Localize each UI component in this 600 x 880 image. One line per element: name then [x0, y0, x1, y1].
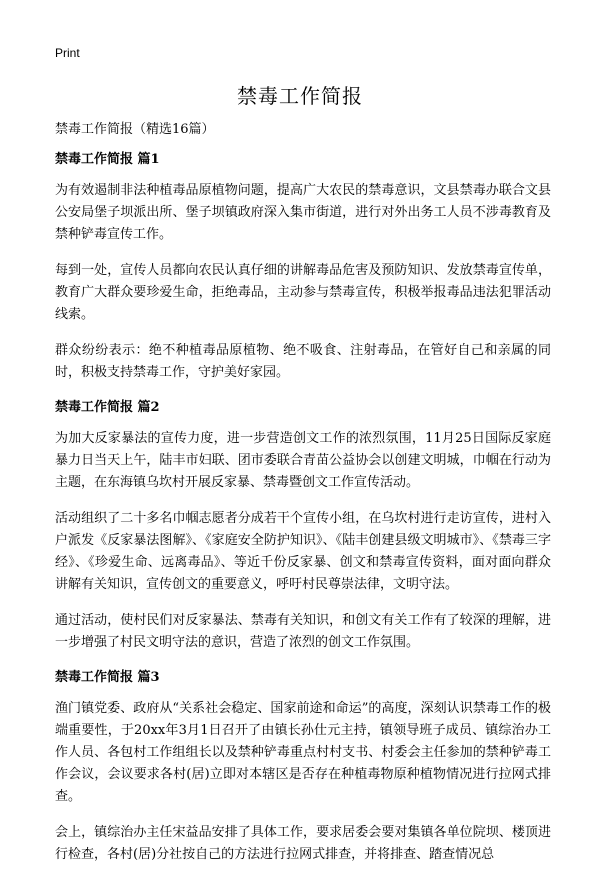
- document-body: [55, 120, 551, 880]
- paragraph: 会上，镇综治办主任宋益品安排了具体工作，要求居委会要对集镇各单位院坝、楼顶进行检查，各村(居)分社按自己的方法进行拉网式排查，并将排查、踏查情况总: [55, 825, 551, 862]
- paragraph: 通过活动，使村民们对反家暴法、禁毒有关知识，和创文有关工作有了较深的理解，进一步增强了村民文明守法的意识，营造了浓烈的创文工作氛围。: [55, 613, 551, 650]
- paragraph: 每到一处，宣传人员都向农民认真仔细的讲解毒品危害及预防知识、发放禁毒宣传单，教育广大群众要珍爱生命，拒绝毒品，主动参与禁毒宣传，积极举报毒品违法犯罪活动线索。: [55, 263, 551, 322]
- paragraph: 为加大反家暴法的宣传力度，进一步营造创文工作的浓烈氛围，11月25日国际反家庭暴力日当天上午，陆丰市妇联、团市委联合青苗公益协会以创建文明城，巾帼在行动为主题，在东海镇乌坎村开展反家暴、禁毒暨创文工作宣传活动。: [55, 431, 551, 490]
- paragraph: 渔门镇党委、政府从“关系社会稳定、国家前途和命运”的高度，深刻认识禁毒工作的极端重要性，于20xx年3月1日召开了由镇长孙仕元主持，镇领导班子成员、镇综治办工作人员、各包村工作组组长以及禁种铲毒重点村村支书、村委会主任参加的禁种铲毒工作会议，会议要求各村(居)立即对本辖区是否存在种植毒物原种植物情况进行拉网式排查。: [55, 701, 551, 804]
- paragraph: 为有效遏制非法种植毒品原植物问题，提高广大农民的禁毒意识，文县禁毒办联合文县公安局堡子坝派出所、堡子坝镇政府深入集市街道，进行对外出务工人员不涉毒教育及禁种铲毒宣传工作。: [55, 183, 551, 242]
- document-title: 禁毒工作简报: [237, 84, 363, 108]
- section-heading-1: 禁毒工作简报 篇1: [55, 152, 160, 167]
- document-subtitle: 禁毒工作简报（精选16篇）: [55, 122, 215, 137]
- print-label[interactable]: Print: [55, 46, 80, 60]
- section-heading-2: 禁毒工作简报 篇2: [55, 400, 160, 415]
- section-heading-3: 禁毒工作简报 篇3: [55, 670, 160, 685]
- paragraph: 活动组织了二十多名巾帼志愿者分成若干个宣传小组，在乌坎村进行走访宣传，进村入户派发《反家暴法图解》、《家庭安全防护知识》、《陆丰创建县级文明城市》、《禁毒三字经》、《珍爱生命、远离毒品》、等近千份反家暴、创文和禁毒宣传资料，面对面向群众讲解有关知识，宣传创文的重要意义，呼吁村民尊崇法律，文明守法。: [55, 511, 551, 592]
- paragraph: 群众纷纷表示：绝不种植毒品原植物、绝不吸食、注射毒品，在管好自己和亲属的同时，积极支持禁毒工作，守护美好家园。: [55, 343, 551, 380]
